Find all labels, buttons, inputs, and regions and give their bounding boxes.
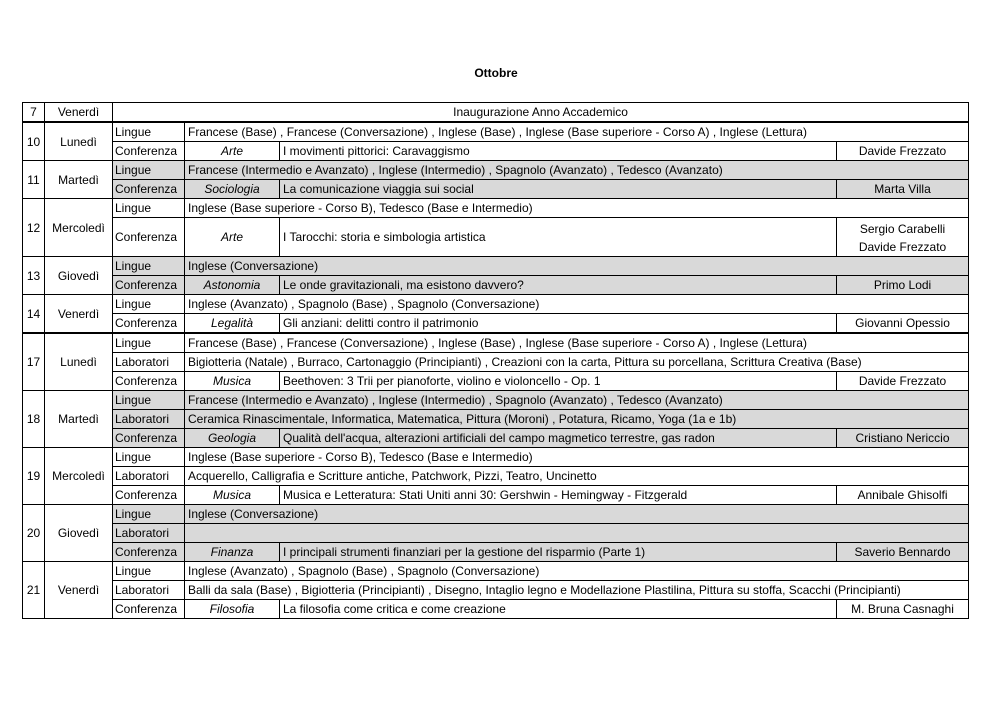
activity-list: Francese (Base) , Francese (Conversazione) , Inglese (Base) , Inglese (Base superiore - Corso A) , Inglese (Lettura) [185,333,969,353]
schedule-row [23,199,969,218]
conference-subject: Musica [185,372,280,391]
schedule-row [23,142,969,161]
speaker-name: Davide Frezzato [858,144,947,158]
activity-list: Francese (Intermedio e Avanzato) , Inglese (Intermedio) , Spagnolo (Avanzato) , Tedesco (Avanzato) [185,161,969,180]
conference-subject: Arte [185,218,280,257]
schedule-row [23,448,969,467]
schedule-row [23,314,969,334]
day-name: Giovedì [45,505,113,562]
activity-list: Acquerello, Calligrafia e Scritture antiche, Patchwork, Pizzi, Teatro, Uncinetto [185,467,969,486]
day-name: Venerdì [45,562,113,619]
category-label: Lingue [113,257,185,276]
schedule-row [23,486,969,505]
conference-subject: Arte [185,142,280,161]
schedule-row [23,581,969,600]
activity-list: Francese (Base) , Francese (Conversazione) , Inglese (Base) , Inglese (Base superiore - Corso A) , Inglese (Lettura) [185,122,969,142]
day-number: 20 [23,505,45,562]
speaker-name: Annibale Ghisolfi [857,488,948,502]
speaker-name: M. Bruna Casnaghi [851,602,954,616]
conference-topic: La comunicazione viaggia sui social [280,180,837,199]
category-label: Lingue [113,391,185,410]
category-label: Conferenza [113,218,185,257]
category-label: Laboratori [113,410,185,429]
conference-speaker [837,314,969,334]
schedule-row [23,353,969,372]
activity-list: Inglese (Avanzato) , Spagnolo (Base) , Spagnolo (Conversazione) [185,562,969,581]
conference-speaker [837,372,969,391]
conference-speaker [837,276,969,295]
day-name: Martedì [45,161,113,199]
activity-list: Francese (Intermedio e Avanzato) , Inglese (Intermedio) , Spagnolo (Avanzato) , Tedesco (Avanzato) [185,391,969,410]
speaker-name: Sergio Carabelli [859,222,946,236]
speaker-name: Giovanni Opessio [855,316,950,330]
category-label: Conferenza [113,180,185,199]
category-label: Laboratori [113,581,185,600]
conference-speaker [837,429,969,448]
day-number: 14 [23,295,45,334]
category-label: Laboratori [113,467,185,486]
schedule-row [23,600,969,619]
category-label: Conferenza [113,600,185,619]
conference-topic: Beethoven: 3 Trii per pianoforte, violino e violoncello - Op. 1 [280,372,837,391]
day-name: Mercoledì [45,448,113,505]
speaker-name: Saverio Bennardo [854,545,951,559]
conference-topic: Le onde gravitazionali, ma esistono davvero? [280,276,837,295]
conference-topic: La filosofia come critica e come creazione [280,600,837,619]
schedule-row [23,467,969,486]
activity-list: Inglese (Conversazione) [185,257,969,276]
schedule-row [23,295,969,314]
conference-subject: Sociologia [185,180,280,199]
day-name: Giovedì [45,257,113,295]
conference-speaker [837,600,969,619]
activity-list: Balli da sala (Base) , Bigiotteria (Principianti) , Disegno, Intaglio legno e Modellazione Plastilina, Pittura su stoffa, Scacchi (Principianti) [185,581,969,600]
schedule-row [23,391,969,410]
category-label: Lingue [113,448,185,467]
day-number: 12 [23,199,45,257]
conference-topic: I Tarocchi: storia e simbologia artistica [280,218,837,257]
conference-speaker [837,142,969,161]
category-label: Lingue [113,199,185,218]
day-name: Venerdì [45,295,113,334]
conference-subject: Legalità [185,314,280,334]
category-label: Lingue [113,562,185,581]
speaker-name: Davide Frezzato [858,374,947,388]
opening-text: Inaugurazione Anno Accademico [113,103,969,123]
activity-list: Bigiotteria (Natale) , Burraco, Cartonaggio (Principianti) , Creazioni con la carta, Pittura su porcellana, Scrittura Creativa (Base) [185,353,969,372]
schedule-row [23,562,969,581]
day-number: 10 [23,122,45,161]
conference-subject: Musica [185,486,280,505]
day-number: 13 [23,257,45,295]
activity-list: Ceramica Rinascimentale, Informatica, Matematica, Pittura (Moroni) , Potatura, Ricamo, Yoga (1a e 1b) [185,410,969,429]
day-number: 18 [23,391,45,448]
conference-subject: Astonomia [185,276,280,295]
conference-subject: Filosofia [185,600,280,619]
day-number: 17 [23,333,45,391]
category-label: Conferenza [113,372,185,391]
speaker-name: Marta Villa [874,182,931,196]
activity-list: Inglese (Conversazione) [185,505,969,524]
schedule-row [23,410,969,429]
speaker-name: Primo Lodi [873,278,932,292]
category-label: Lingue [113,505,185,524]
schedule-row [23,180,969,199]
schedule-row [23,429,969,448]
conference-speaker [837,218,969,257]
day-number: 19 [23,448,45,505]
schedule-row [23,218,969,257]
category-label: Laboratori [113,524,185,543]
opening-row [23,103,969,123]
category-label: Lingue [113,122,185,142]
conference-topic: Musica e Letteratura: Stati Uniti anni 30: Gershwin - Hemingway - Fitzgerald [280,486,837,505]
category-label: Conferenza [113,142,185,161]
day-number: 11 [23,161,45,199]
schedule-row [23,505,969,524]
activity-list: Inglese (Base superiore - Corso B), Tedesco (Base e Intermedio) [185,448,969,467]
speaker-name: Davide Frezzato [858,240,947,254]
day-name: Venerdì [45,103,113,123]
conference-speaker [837,180,969,199]
schedule-row [23,122,969,142]
conference-topic: Gli anziani: delitti contro il patrimonio [280,314,837,334]
activity-list [185,524,969,543]
conference-subject: Geologia [185,429,280,448]
day-name: Martedì [45,391,113,448]
day-name: Mercoledì [45,199,113,257]
conference-topic: Qualità dell'acqua, alterazioni artificiali del campo magmetico terrestre, gas radon [280,429,837,448]
category-label: Conferenza [113,429,185,448]
schedule-row [23,543,969,562]
schedule-row [23,257,969,276]
category-label: Laboratori [113,353,185,372]
category-label: Conferenza [113,314,185,334]
schedule-table [22,102,969,619]
category-label: Lingue [113,333,185,353]
category-label: Conferenza [113,486,185,505]
conference-speaker [837,543,969,562]
page-title: Ottobre [474,66,518,80]
category-label: Lingue [113,295,185,314]
schedule-row [23,333,969,353]
category-label: Conferenza [113,543,185,562]
day-name: Lunedì [45,122,113,161]
activity-list: Inglese (Base superiore - Corso B), Tedesco (Base e Intermedio) [185,199,969,218]
conference-topic: I movimenti pittorici: Caravaggismo [280,142,837,161]
day-number: 21 [23,562,45,619]
schedule-row [23,372,969,391]
activity-list: Inglese (Avanzato) , Spagnolo (Base) , Spagnolo (Conversazione) [185,295,969,314]
speaker-name: Cristiano Nericcio [855,431,950,445]
conference-speaker [837,486,969,505]
schedule-row [23,276,969,295]
conference-topic: I principali strumenti finanziari per la gestione del risparmio (Parte 1) [280,543,837,562]
conference-subject: Finanza [185,543,280,562]
category-label: Lingue [113,161,185,180]
day-name: Lunedì [45,333,113,391]
category-label: Conferenza [113,276,185,295]
schedule-row [23,161,969,180]
schedule-row [23,524,969,543]
day-number: 7 [23,103,45,123]
